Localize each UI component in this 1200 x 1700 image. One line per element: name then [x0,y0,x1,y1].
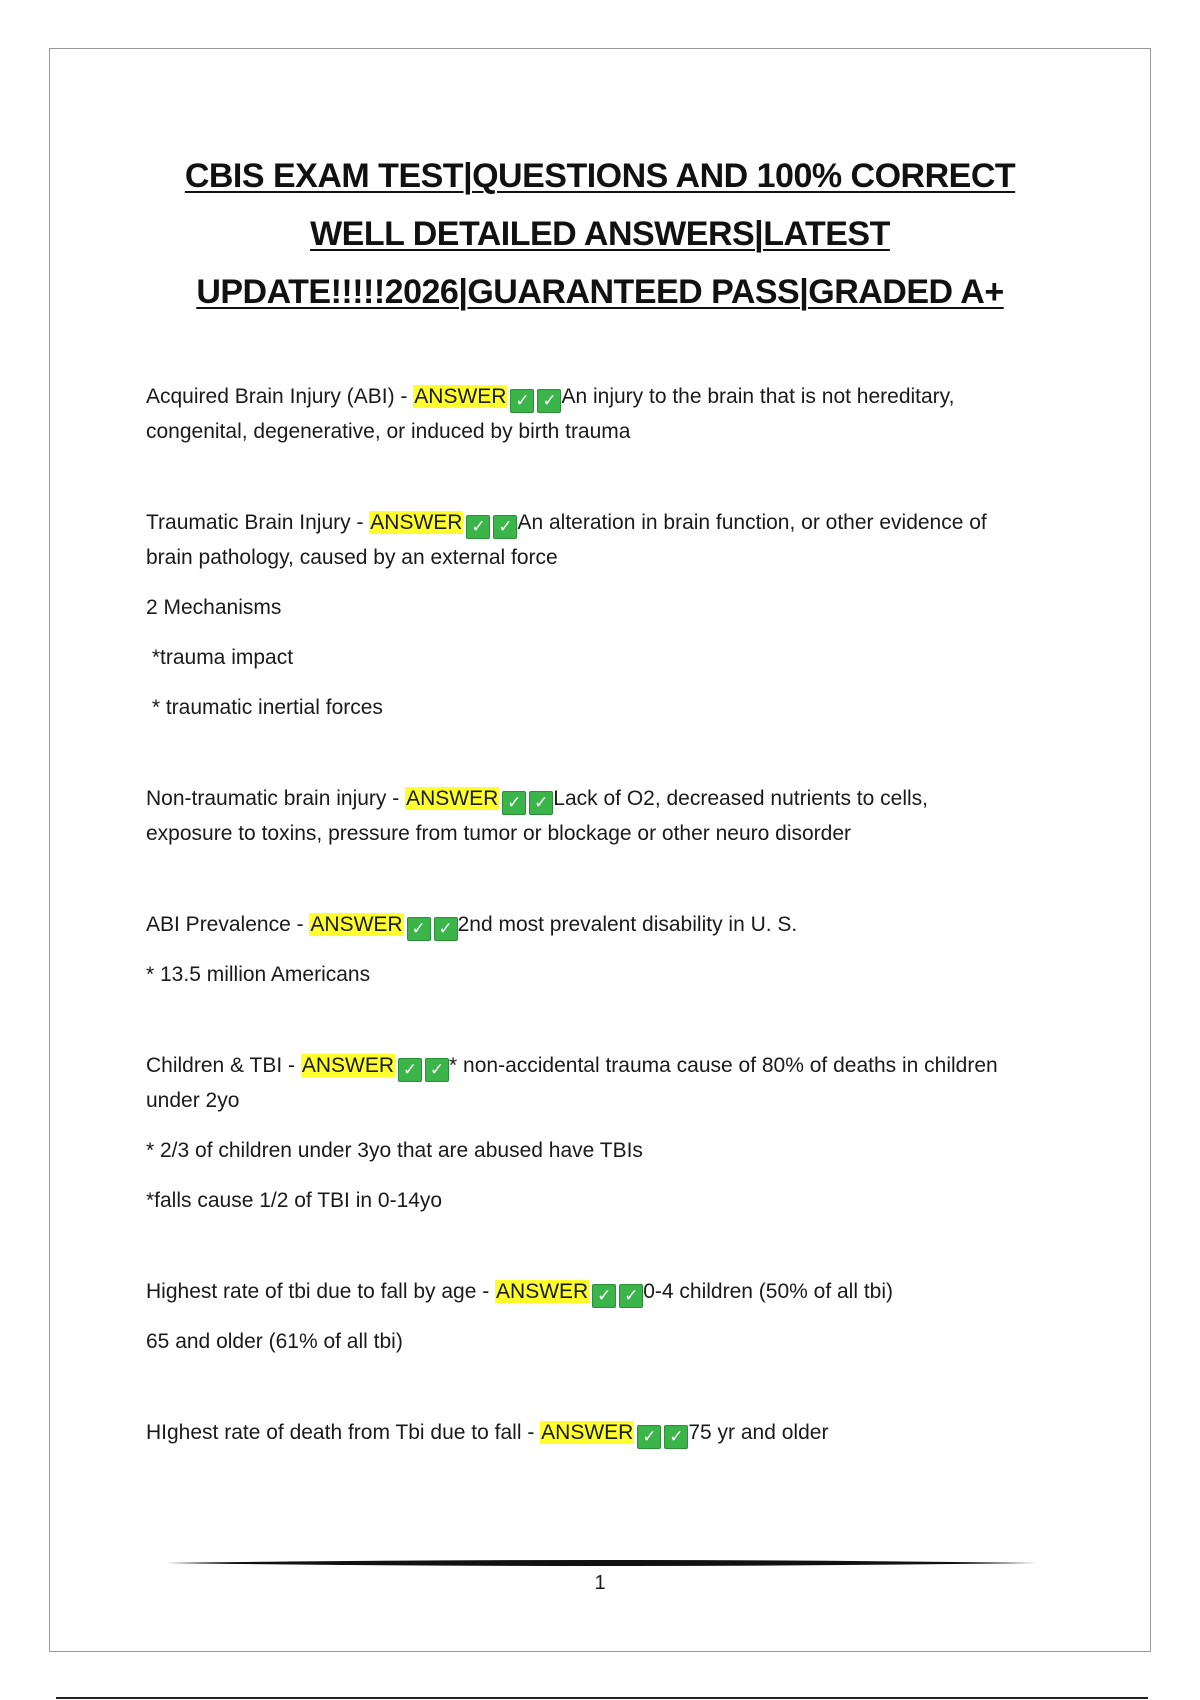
question-term: Acquired Brain Injury (ABI) - [146,385,414,408]
answer-label: ANSWER [496,1280,589,1303]
qa-entry [146,505,1054,725]
qa-entry [146,781,1054,851]
qa-entry [146,379,1054,449]
question-term: Children & TBI - [146,1054,301,1077]
check-icon: ✓ [493,515,517,539]
answer-text: 0-4 children (50% of all tbi) [643,1280,894,1303]
question-term: Highest rate of tbi due to fall by age - [146,1280,496,1303]
qa-entry [146,1048,1054,1218]
answer-detail: 65 and older (61% of all tbi) [146,1330,403,1353]
answer-text: Lack of O2, decreased nutrients to cells, [553,787,928,810]
title-line-3: UPDATE!!!!!2026|GUARANTEED PASS|GRADED A+ [196,273,1004,311]
answer-label: ANSWER [370,511,463,534]
answer-label: ANSWER [414,385,507,408]
answer-label: ANSWER [541,1421,634,1444]
answer-label: ANSWER [406,787,499,810]
qa-entry [146,1415,1054,1450]
answer-text: 75 yr and older [688,1421,829,1444]
check-icon: ✓ [407,917,431,941]
document-title [50,147,1150,321]
qa-entry [146,1274,1054,1359]
check-icon: ✓ [425,1058,449,1082]
title-line-2: WELL DETAILED ANSWERS|LATEST [310,215,890,253]
answer-text: * non-accidental trauma cause of 80% of deaths in children [449,1054,998,1077]
qa-entry [146,907,1054,992]
answer-continuation: under 2yo [146,1089,240,1112]
answer-continuation: exposure to toxins, pressure from tumor or blockage or other neuro disorder [146,822,852,845]
document-page [49,48,1151,1652]
check-icon: ✓ [664,1425,688,1449]
answer-detail: *falls cause 1/2 of TBI in 0-14yo [146,1189,443,1212]
answer-continuation: brain pathology, caused by an external force [146,546,558,569]
answer-label: ANSWER [301,1054,395,1077]
answer-text: 2nd most prevalent disability in U. S. [457,913,798,936]
answer-text: An injury to the brain that is not hereditary, [561,385,955,408]
next-page-edge [56,1697,1148,1699]
check-icon: ✓ [537,389,561,413]
qa-content [146,379,1054,1450]
check-icon: ✓ [619,1284,643,1308]
answer-detail: *trauma impact [146,646,294,669]
answer-text: An alteration in brain function, or other evidence of [517,511,987,534]
check-icon: ✓ [502,791,526,815]
footer-divider [166,1559,1036,1567]
check-icon: ✓ [510,389,534,413]
check-icon: ✓ [529,791,553,815]
answer-continuation: congenital, degenerative, or induced by birth trauma [146,420,631,443]
question-term: Non-traumatic brain injury - [146,787,406,810]
answer-detail: * 2/3 of children under 3yo that are abused have TBIs [146,1139,643,1162]
page-number: 1 [594,1572,606,1594]
check-icon: ✓ [592,1284,616,1308]
answer-detail: * 13.5 million Americans [146,963,371,986]
answer-label: ANSWER [310,913,403,936]
check-icon: ✓ [434,917,458,941]
answer-detail: 2 Mechanisms [146,596,282,619]
check-icon: ✓ [637,1425,661,1449]
question-term: Traumatic Brain Injury - [146,511,370,534]
question-term: ABI Prevalence - [146,913,310,936]
answer-detail: * traumatic inertial forces [146,696,383,719]
title-line-1: CBIS EXAM TEST|QUESTIONS AND 100% CORRECT [184,157,1016,195]
question-term: HIghest rate of death from Tbi due to fall - [146,1421,541,1444]
check-icon: ✓ [466,515,490,539]
check-icon: ✓ [398,1058,422,1082]
